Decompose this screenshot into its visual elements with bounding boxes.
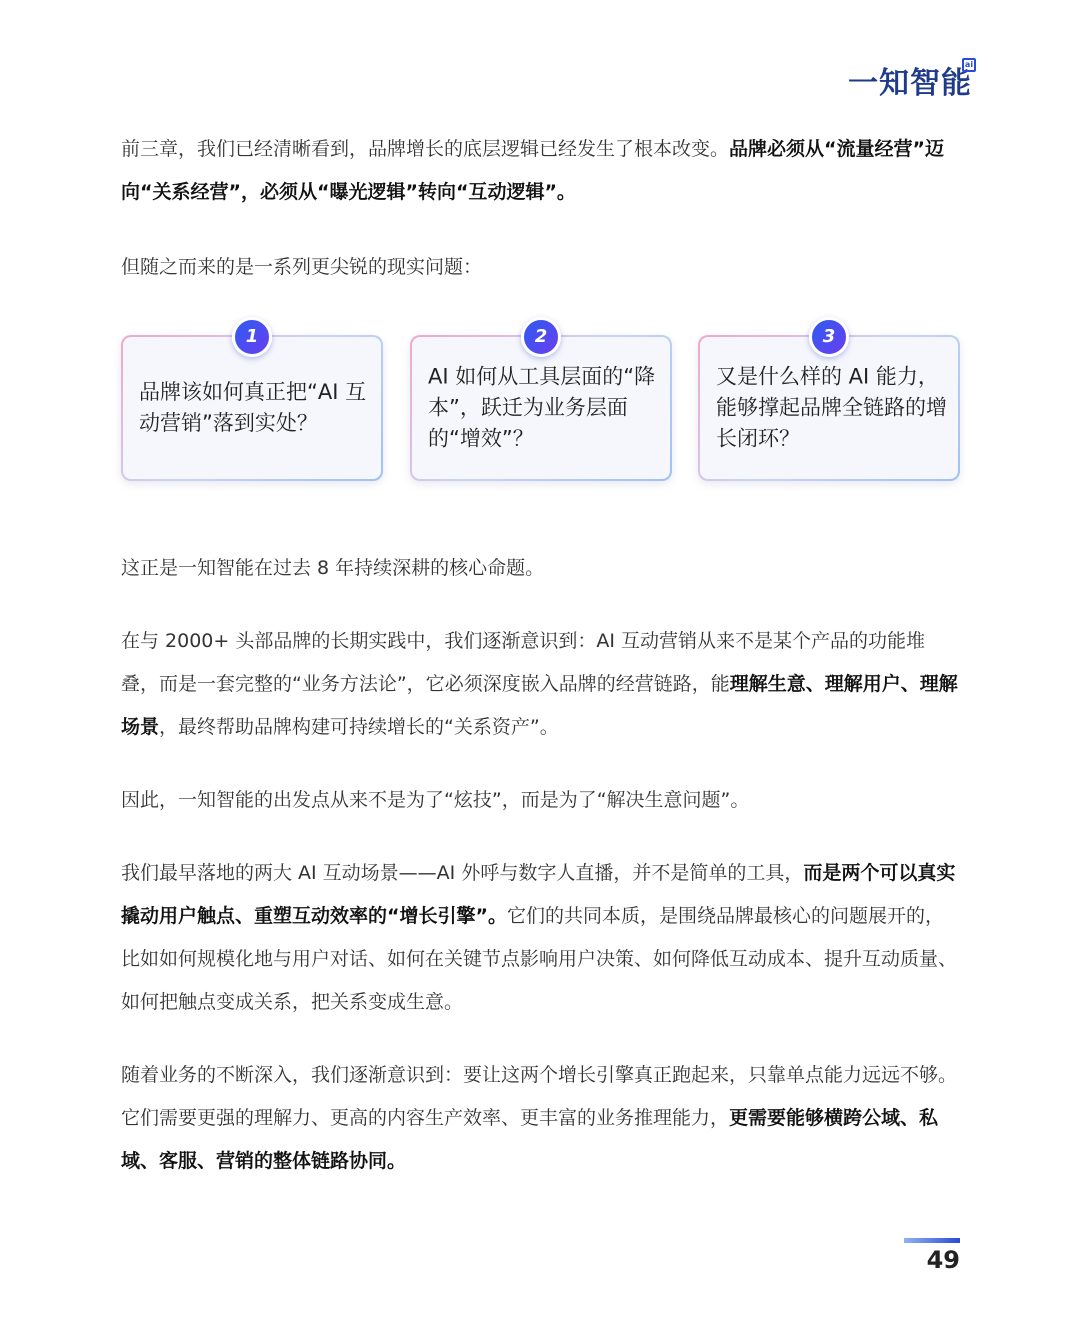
page-number: 49 xyxy=(926,1246,960,1274)
paragraph-1: 这正是一知智能在过去 8 年持续深耕的核心命题。 xyxy=(121,557,545,579)
question-cards xyxy=(121,326,961,485)
card-text: 又是什么样的 AI 能力，能够撑起品牌全链路的增长闭环？ xyxy=(716,364,947,451)
paragraph-4 xyxy=(121,852,961,1024)
card-text: AI 如何从工具层面的“降本”，跃迁为业务层面的“增效”？ xyxy=(428,364,656,451)
page-number-bar xyxy=(904,1238,960,1243)
p2-bold: 理解生意、理解用户、理解场景 xyxy=(121,673,958,738)
intro-paragraph xyxy=(121,128,961,214)
brand-logo: 一知智能 xyxy=(848,66,972,101)
paragraph-2 xyxy=(121,620,961,749)
p4-bold: 而是两个可以真实撬动用户触点、重塑互动效率的“增长引擎”。 xyxy=(121,862,956,927)
intro-text: 前三章，我们已经清晰看到，品牌增长的底层逻辑已经发生了根本改变。 xyxy=(121,138,730,160)
p4-text-a: 我们最早落地的两大 AI 互动场景——AI 外呼与数字人直播，并不是简单的工具， xyxy=(121,862,804,884)
p2-text-a: 在与 2000+ 头部品牌的长期实践中，我们逐渐意识到：AI 互动营销从来不是某个产品的功能堆叠，而是一套完整的“业务方法论”，它必须深度嵌入品牌的经营链路，能 xyxy=(121,630,925,695)
p5-bold: 更需要能够横跨公域、私域、客服、营销的整体链路协同。 xyxy=(121,1107,939,1172)
lead-paragraph: 但随之而来的是一系列更尖锐的现实问题： xyxy=(121,256,483,278)
paragraph-3: 因此，一知智能的出发点从来不是为了“炫技”，而是为了“解决生意问题”。 xyxy=(121,789,750,811)
page-content xyxy=(121,128,961,1183)
question-card-2 xyxy=(410,326,672,481)
question-card-1 xyxy=(121,326,383,481)
paragraph-5 xyxy=(121,1054,961,1183)
question-card-3 xyxy=(698,326,960,481)
ai-mark-icon: ai xyxy=(962,58,976,72)
card-number-badge: 3 xyxy=(809,317,849,357)
card-number-badge: 2 xyxy=(521,317,561,357)
intro-bold: 品牌必须从“流量经营”迈向“关系经营”，必须从“曝光逻辑”转向“互动逻辑”。 xyxy=(121,138,944,203)
p5-text-a: 随着业务的不断深入，我们逐渐意识到：要让这两个增长引擎真正跑起来，只靠单点能力远远不够。它们需要更强的理解力、更高的内容生产效率、更丰富的业务推理能力， xyxy=(121,1064,958,1129)
card-text: 品牌该如何真正把“AI 互动营销”落到实处？ xyxy=(139,380,367,435)
p2-text-c: ，最终帮助品牌构建可持续增长的“关系资产”。 xyxy=(159,716,559,738)
card-number-badge: 1 xyxy=(232,317,272,357)
p4-text-c: 它们的共同本质，是围绕品牌最核心的问题展开的，比如如何规模化地与用户对话、如何在关键节点影响用户决策、如何降低互动成本、提升互动质量、如何把触点变成关系，把关系变成生意。 xyxy=(121,905,958,1013)
